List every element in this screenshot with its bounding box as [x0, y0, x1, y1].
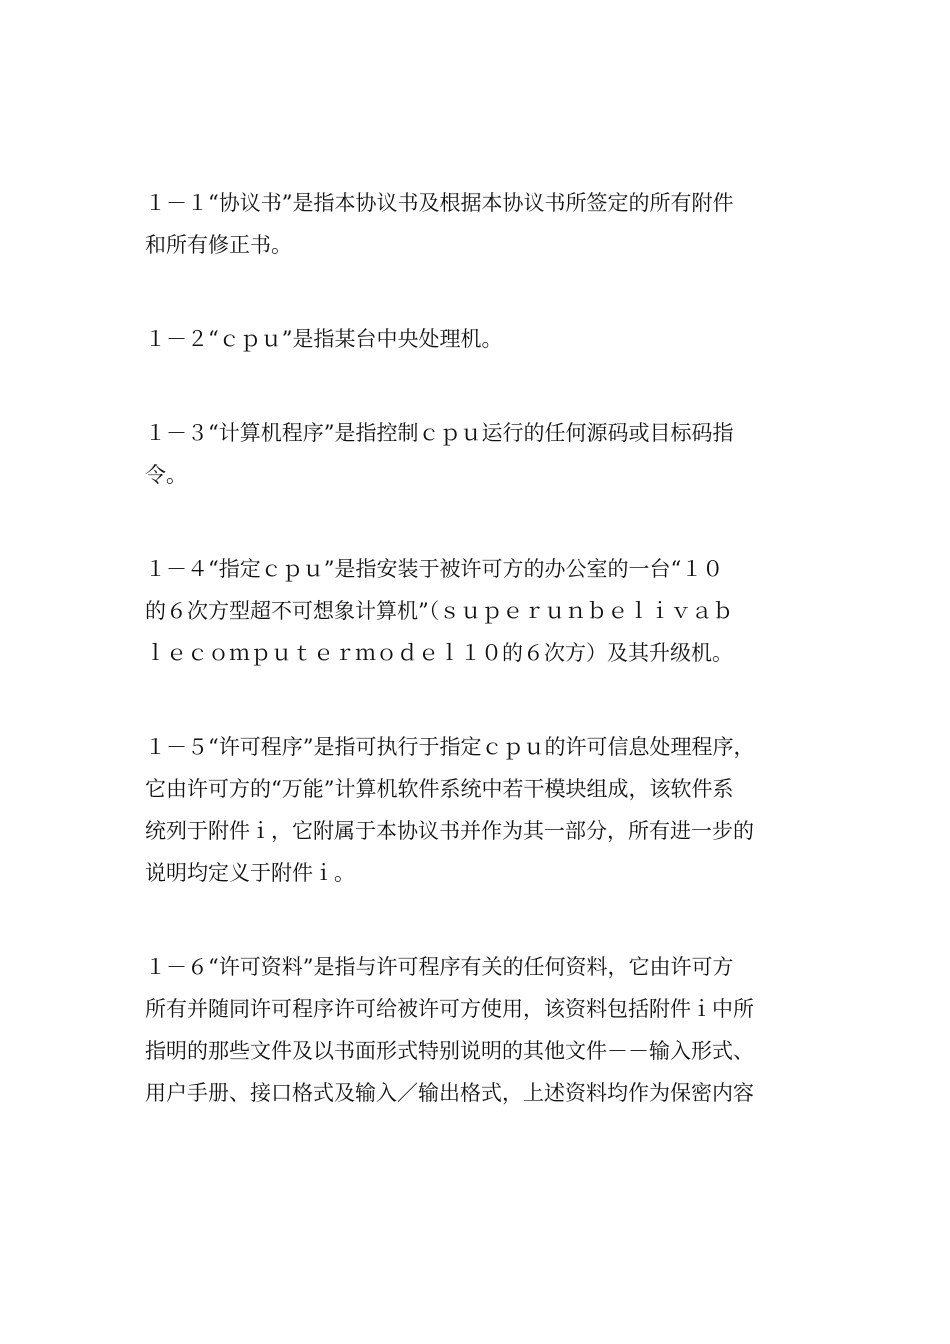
clause-line: 的６次方型超不可想象计算机”（ｓｕｐｅｒｕｎｂｅｌｉｖａｂ	[145, 599, 734, 623]
clause-line: １－５“许可程序”是指可执行于指定ｃｐｕ的许可信息处理程序，	[145, 735, 755, 759]
clause-line: 它由许可方的“万能”计算机软件系统中若干模块组成，该软件系	[145, 777, 734, 801]
clause-line: 和所有修正书。	[145, 233, 292, 257]
clause-1-5	[145, 726, 810, 894]
clause-1-2	[145, 318, 810, 360]
clause-line: 用户手册、接口格式及输入／输出格式，上述资料均作为保密内容	[145, 1081, 754, 1105]
clause-line: １－６“许可资料”是指与许可程序有关的任何资料，它由许可方	[145, 955, 734, 979]
clause-line: 令。	[145, 463, 187, 487]
clause-line: １－３“计算机程序”是指控制ｃｐｕ运行的任何源码或目标码指	[145, 421, 734, 445]
clause-line: 指明的那些文件及以书面形式特别说明的其他文件－－输入形式、	[145, 1039, 754, 1063]
clause-line: 统列于附件ｉ，它附属于本协议书并作为其一部分，所有进一步的	[145, 819, 754, 843]
clause-1-6	[145, 946, 810, 1114]
clause-1-1	[145, 182, 810, 266]
clause-line: １－４“指定ｃｐｕ”是指安装于被许可方的办公室的一台“１０	[145, 557, 724, 581]
clause-line: １－１“协议书”是指本协议书及根据本协议书所签定的所有附件	[145, 191, 734, 215]
clause-line: ｌｅｃｏｍｐｕｔｅｒｍｏｄｅｌ１０的６次方）及其升级机。	[145, 641, 733, 665]
clause-line: 说明均定义于附件ｉ。	[145, 861, 355, 885]
clause-1-4	[145, 548, 810, 674]
clause-line: １－２“ｃｐｕ”是指某台中央处理机。	[145, 327, 503, 351]
clause-line: 所有并随同许可程序许可给被许可方使用，该资料包括附件ｉ中所	[145, 997, 754, 1021]
clause-1-3	[145, 412, 810, 496]
document-body	[145, 182, 810, 1166]
